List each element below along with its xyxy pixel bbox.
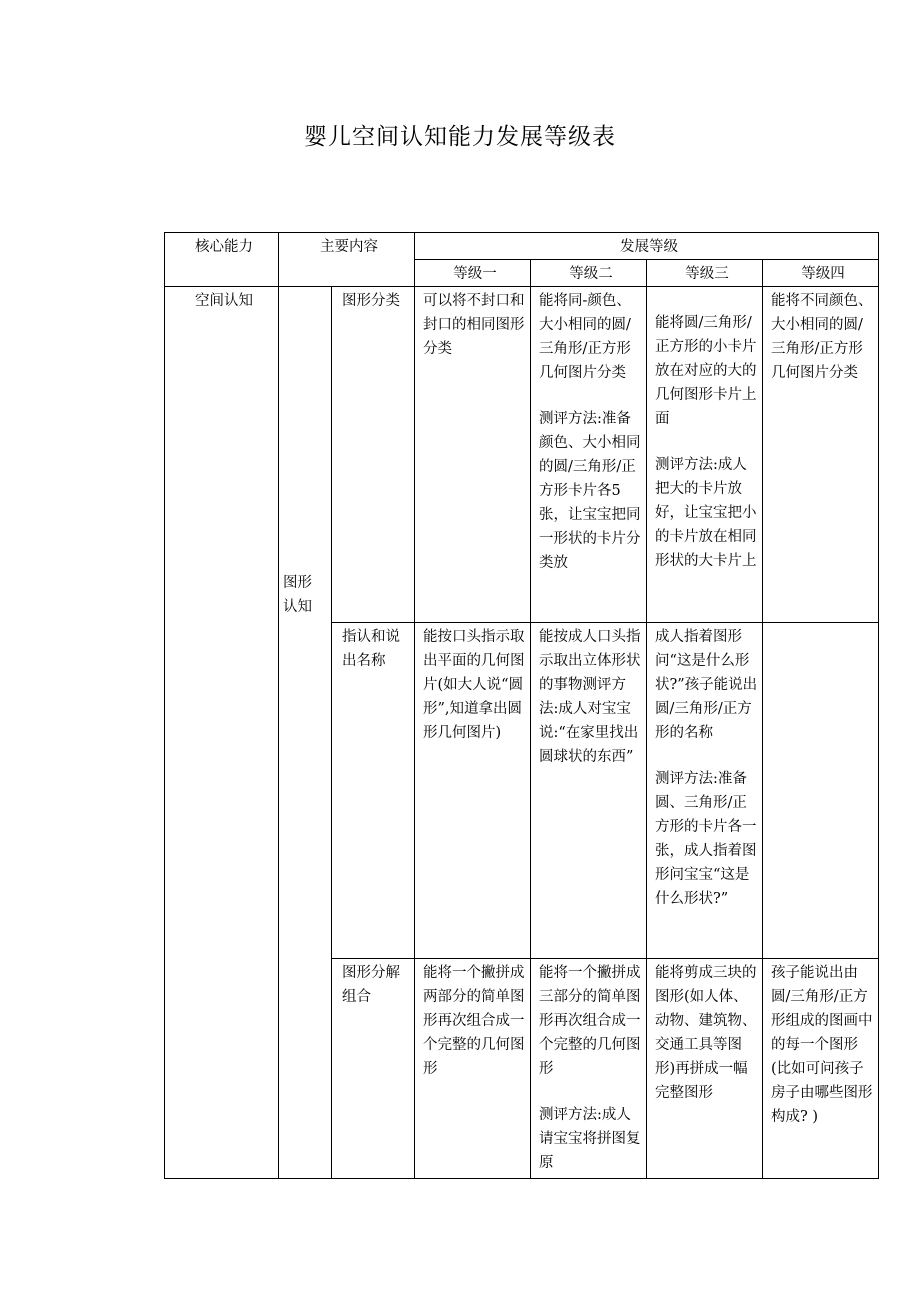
level-2-desc: 能将一个撇拼成三部分的简单图形再次组合成一个完整的几何图形 [539, 965, 641, 1077]
level-3-cell [647, 287, 763, 623]
header-content-label: 主要内容 [320, 239, 378, 255]
header-level-2 [531, 260, 647, 287]
category-label: 图形 认知 [283, 575, 312, 615]
header-level-2-label: 等级二 [569, 266, 613, 282]
item-cell [332, 287, 415, 623]
level-1-cell [415, 959, 531, 1179]
level-4-cell [763, 623, 879, 959]
level-2-cell [531, 287, 647, 623]
item-label: 指认和说出名称 [342, 629, 400, 669]
development-level-table [164, 232, 879, 1179]
page-title [0, 118, 920, 151]
level-4-text: 孩子能说出由圆/三角形/正方形组成的图画中的每一个图形(比如可问孩子房子由哪些图形构成? ) [771, 965, 873, 1125]
level-4-text: 能将不同颜色、大小相同的圆/三角形/正方形几何图片分类 [771, 293, 873, 381]
level-3-desc: 成人指着图形问“这是什么形状?”孩子能说出圆/三角形/正方形的名称 [655, 629, 758, 741]
level-1-cell [415, 287, 531, 623]
header-level-4 [763, 260, 879, 287]
category-cell [279, 287, 332, 1179]
level-3-text: 能将剪成三块的图形(如人体、动物、建筑物、交通工具等图形)再拼成一幅完整图形 [655, 965, 757, 1101]
level-2-text: 能按成人口头指示取出立体形状的事物测评方法:成人对宝宝说:“在家里找出圆球状的东西” [539, 629, 641, 765]
header-core [165, 233, 279, 287]
header-core-label: 核心能力 [195, 239, 253, 255]
header-level-1 [415, 260, 531, 287]
header-level-1-label: 等级一 [453, 266, 497, 282]
title-text: 婴儿空间认知能力发展等级表 [304, 124, 616, 150]
item-label: 图形分类 [342, 293, 400, 309]
level-4-cell [763, 959, 879, 1179]
level-2-cell [531, 959, 647, 1179]
header-row-1 [165, 233, 879, 260]
level-1-text: 能按口头指示取出平面的几何图片(如大人说“圆形”,知道拿出圆形几何图片) [423, 629, 525, 741]
header-level-4-label: 等级四 [801, 266, 845, 282]
level-3-method: 测评方法:成人把大的卡片放好，让宝宝把小的卡片放在相同形状的大卡片上 [655, 457, 757, 569]
table-row [165, 287, 879, 623]
level-4-cell [763, 287, 879, 623]
header-level-3 [647, 260, 763, 287]
item-cell [332, 959, 415, 1179]
item-label: 图形分解组合 [342, 965, 400, 1005]
level-3-cell [647, 623, 763, 959]
core-ability-label: 空间认知 [195, 293, 253, 309]
level-3-cell [647, 959, 763, 1179]
header-level-3-label: 等级三 [685, 266, 729, 282]
level-2-method: 测评方法:准备颜色、大小相同的圆/三角形/正方形卡片各5张，让宝宝把同一形状的卡片分类放 [539, 411, 641, 571]
level-3-method: 测评方法:准备圆、三角形/正方形的卡片各一张，成人指着图形问宝宝“这是什么形状?” [655, 771, 757, 907]
level-3-desc: 能将圆/三角形/正方形的小卡片放在对应的大的几何图形卡片上面 [655, 315, 757, 427]
header-levels-group-label: 发展等级 [620, 239, 678, 255]
level-1-cell [415, 623, 531, 959]
level-2-cell [531, 623, 647, 959]
level-1-text: 可以将不封口和封口的相同图形分类 [423, 293, 525, 357]
header-content [279, 233, 415, 287]
header-levels-group [415, 233, 879, 260]
level-2-desc: 能将同-颜色、大小相同的圆/三角形/正方形几何图片分类 [539, 293, 631, 381]
level-1-text: 能将一个撇拼成两部分的简单图形再次组合成一个完整的几何图形 [423, 965, 525, 1077]
level-2-method: 测评方法:成人请宝宝将拼图复原 [539, 1107, 641, 1171]
item-cell [332, 623, 415, 959]
core-ability-cell [165, 287, 279, 1179]
